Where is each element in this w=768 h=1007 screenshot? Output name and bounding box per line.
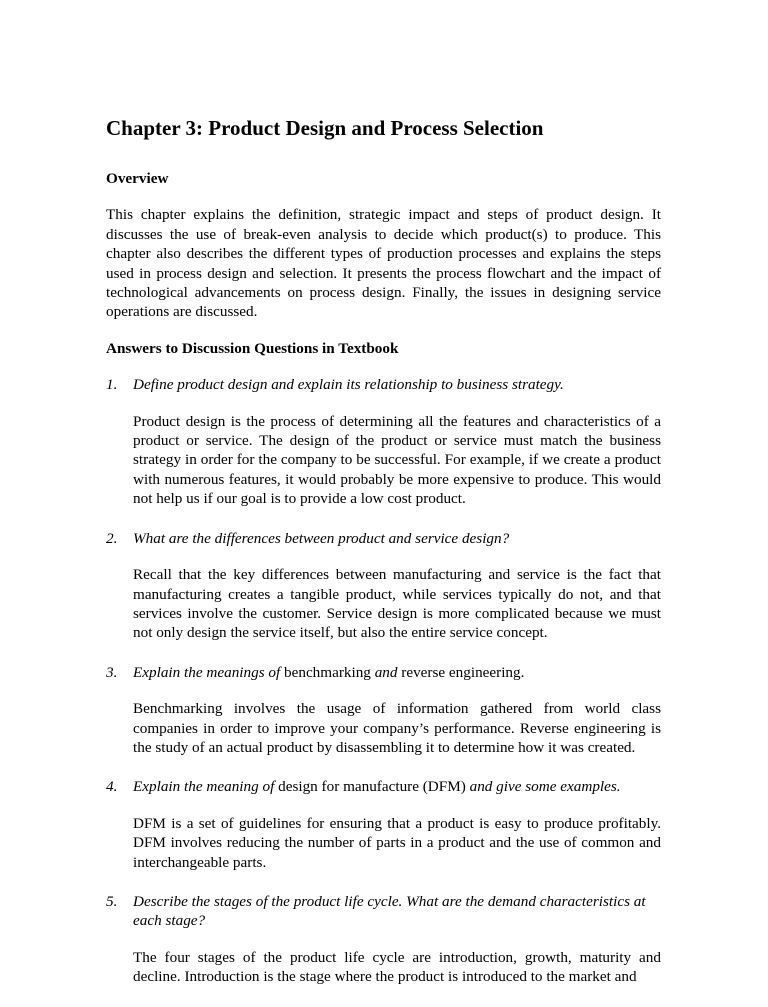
question-number: 1. [106, 376, 118, 394]
question-term: design for manufacture (DFM) [278, 778, 466, 796]
question-5 [106, 892, 661, 931]
answer-5: The four stages of the product life cycle are introduction, growth, maturity and decline. Introduction is the stage where the product is introduced to the market and [133, 948, 661, 986]
question-term: reverse engineering. [401, 663, 525, 681]
overview-paragraph: This chapter explains the definition, strategic impact and steps of product design. It discusses the use of break-even analysis to decide which product(s) to produce. This chapter also describes the different types of production processes and explains the steps used in process design and selection. It presents the process flowchart and the impact of technological advancements on process design. Finally, the issues in designing service operations are discussed. [106, 206, 661, 321]
question-number: 3. [106, 663, 118, 681]
answer-4: DFM is a set of guidelines for ensuring that a product is easy to produce profitably. DFM involves reducing the number of parts in a product and the use of common and interchangeable parts. [133, 814, 661, 871]
question-text-part: What are the differences between product and service design? [133, 529, 510, 547]
question-text-part: Explain the meaning of [133, 778, 279, 796]
question-text-part: and give some examples. [465, 778, 621, 796]
question-text [133, 663, 661, 682]
answer-2: Recall that the key differences between manufacturing and service is the fact that manufacturing creates a tangible product, while services typically do not, and that services involve the customer. Service design is more complicated because we must not only design the service itself, but also the entire service concept. [133, 566, 661, 642]
question-text-part: Describe the stages of the product life cycle. What are the demand characteristics at each stage? [133, 892, 646, 930]
question-number: 2. [106, 529, 118, 547]
question-text [133, 375, 661, 394]
question-text-part: and [370, 663, 402, 681]
question-2 [106, 529, 661, 548]
chapter-title: Chapter 3: Product Design and Process Selection [106, 116, 544, 140]
question-text [133, 777, 661, 796]
question-4 [106, 777, 661, 796]
question-number: 5. [106, 892, 118, 910]
question-text [133, 892, 661, 931]
document-body [106, 169, 661, 1007]
answer-3: Benchmarking involves the usage of information gathered from world class companies in order to improve your company’s performance. Reverse engineering is the study of an actual product by disassembling it to determine how it was created. [133, 700, 661, 756]
question-text-part: Define product design and explain its relationship to business strategy. [133, 376, 564, 394]
answer-1: Product design is the process of determining all the features and characteristics of a product or service. The design of the product or service must match the business strategy in order for the company to be successful. For example, if we create a product with numerous features, it would probably be more expensive to produce. This would not help us if our goal is to provide a low cost product. [133, 412, 661, 508]
question-1 [106, 375, 661, 394]
answers-heading: Answers to Discussion Questions in Textbook [106, 339, 399, 357]
question-term: benchmarking [284, 663, 371, 681]
question-text [133, 529, 661, 548]
question-text-part: Explain the meanings of [133, 663, 285, 681]
overview-heading: Overview [106, 170, 169, 187]
question-number: 4. [106, 778, 118, 796]
question-3 [106, 663, 661, 682]
